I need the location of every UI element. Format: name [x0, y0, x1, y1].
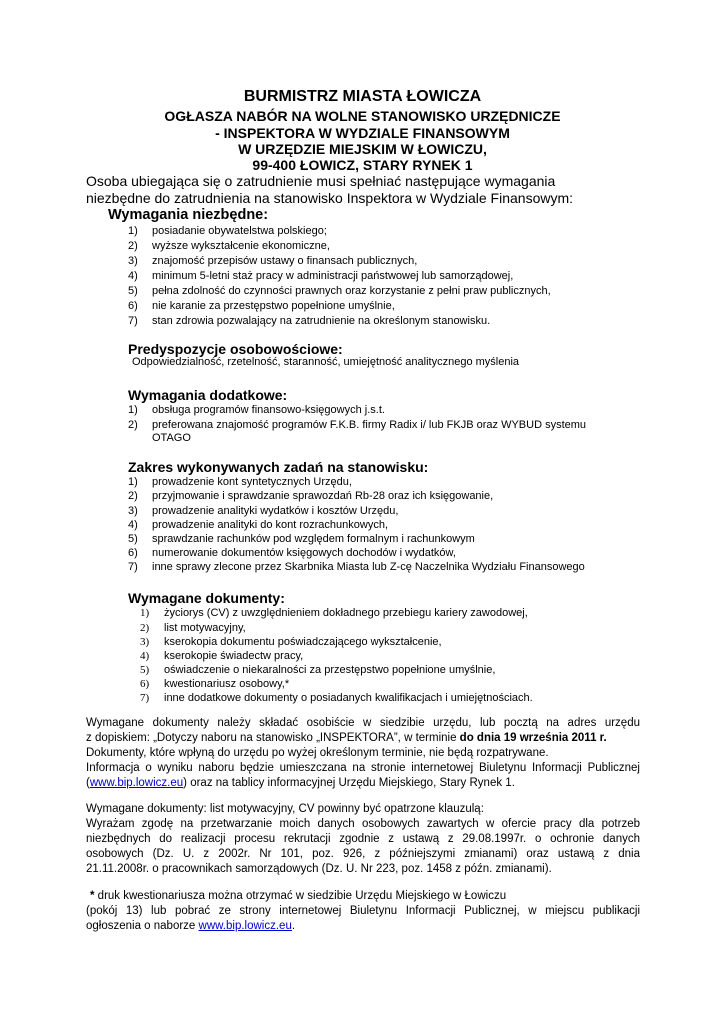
list-item: 2) wyższe wykształcenie ekonomiczne, [128, 240, 330, 252]
bip-link[interactable]: www.bip.lowicz.eu [198, 920, 292, 932]
footnote-line-1: * druk kwestionariusza można otrzymać w siedzibie Urzędu Miejskiego w Łowiczu [90, 890, 507, 902]
additional-heading: Wymagania dodatkowe: [128, 387, 288, 403]
list-item: 4) minimum 5-letni staż pracy w administracji państwowej lub samorządowej, [128, 270, 514, 282]
subtitle-line-1: OGŁASZA NABÓR NA WOLNE STANOWISKO URZĘDNICZE [164, 108, 561, 124]
deadline: do dnia 19 września 2011 r. [459, 732, 607, 744]
footnote-line-3: ogłoszenia o naborze www.bip.lowicz.eu. [86, 920, 296, 932]
list-item: 1) prowadzenie kont syntetycznych Urzędu, [128, 476, 352, 488]
submission-line-2: z dopiskiem: „Dotyczy naboru na stanowisko „INSPEKTORA”, w terminie do dnia 19 września 2011 r. [86, 732, 607, 744]
intro-line-1: Osoba ubiegająca się o zatrudnienie musi spełniać następujące wymagania [86, 173, 556, 189]
list-item: 3) prowadzenie analityki wydatków i kosztów Urzędu, [128, 505, 399, 517]
list-item: 2) preferowana znajomość programów F.K.B. firmy Radix i/ lub FKJB oraz WYBUD systemu [128, 419, 587, 431]
submission-line-5: (www.bip.lowicz.eu) oraz na tablicy informacyjnej Urzędu Miejskiego, Stary Rynek 1. [86, 777, 515, 789]
consent-line-1: Wymagane dokumenty: list motywacyjny, CV powinny być opatrzone klauzulą: [86, 803, 484, 815]
list-item: 5) pełna zdolność do czynności prawnych oraz korzystanie z pełni praw publicznych, [128, 285, 551, 297]
required-heading: Wymagania niezbędne: [108, 207, 269, 223]
subtitle-line-4: 99-400 ŁOWICZ, STARY RYNEK 1 [252, 157, 473, 173]
submission-line-4: Informacja o wyniku naboru będzie umieszczana na stronie internetowej Biuletynu Informacji Publicznej [86, 762, 640, 774]
list-item: 7) inne dodatkowe dokumenty o posiadanych kwalifikacjach i umiejętnościach. [140, 692, 533, 704]
intro-line-2: niezbędne do zatrudnienia na stanowisko Inspektora w Wydziale Finansowym: [86, 190, 574, 206]
list-item: 5) sprawdzanie rachunków pod względem formalnym i rachunkowym [128, 533, 475, 545]
footnote-line-2: (pokój 13) lub pobrać ze strony internetowej Biuletynu Informacji Publicznej, w miejscu publikacji [86, 905, 640, 917]
subtitle-line-2: - INSPEKTORA W WYDZIALE FINANSOWYM [215, 125, 510, 141]
list-item: 7) stan zdrowia pozwalający na zatrudnienie na określonym stanowisku. [128, 315, 491, 327]
list-item: 3) kserokopia dokumentu poświadczającego wykształcenie, [140, 636, 442, 648]
list-item: 3) znajomość przepisów ustawy o finansach publicznych, [128, 255, 418, 267]
list-item-continuation: OTAGO [152, 432, 191, 444]
list-item: 5) oświadczenie o niekaralności za przestępstwo popełnione umyślnie, [140, 664, 496, 676]
list-item: 6) kwestionariusz osobowy,* [140, 678, 290, 690]
footnote-star: * [90, 890, 95, 902]
page-title: BURMISTRZ MIASTA ŁOWICZA [243, 88, 482, 105]
tasks-heading: Zakres wykonywanych zadań na stanowisku: [128, 459, 429, 475]
list-item: 6) nie karanie za przestępstwo popełnione umyślnie, [128, 300, 395, 312]
list-item: 2) przyjmowanie i sprawdzanie sprawozdań Rb-28 oraz ich księgowanie, [128, 490, 494, 502]
submission-line-1: Wymagane dokumenty należy składać osobiście w siedzibie urzędu, lub pocztą na adres urzędu [86, 717, 640, 729]
list-item: 1) obsługa programów finansowo-księgowych j.s.t. [128, 404, 385, 416]
list-item: 4) prowadzenie analityki do kont rozrachunkowych, [128, 519, 389, 531]
documents-heading: Wymagane dokumenty: [128, 590, 285, 606]
subtitle-line-3: W URZĘDZIE MIEJSKIM W ŁOWICZU, [238, 141, 487, 157]
predispositions-text: Odpowiedzialność, rzetelność, staranność, umiejętność analitycznego myślenia [132, 356, 520, 368]
predispositions-heading: Predyspozycje osobowościowe: [128, 341, 343, 357]
list-item: 1) życiorys (CV) z uwzględnieniem dokładnego przebiegu kariery zawodowej, [140, 607, 528, 619]
bip-link[interactable]: www.bip.lowicz.eu [89, 777, 184, 789]
list-item: 6) numerowanie dokumentów księgowych dochodów i wydatków, [128, 547, 456, 559]
list-item: 2) list motywacyjny, [140, 622, 246, 634]
list-item: 4) kserokopie świadectw pracy, [140, 650, 304, 662]
list-item: 1) posiadanie obywatelstwa polskiego; [128, 225, 327, 237]
list-item: 7) inne sprawy zlecone przez Skarbnika Miasta lub Z-cę Naczelnika Wydziału Finansowego [128, 561, 585, 573]
consent-line-3: niezbędnych do realizacji procesu rekrutacji zgodnie z ustawą z 29.08.1997r. o ochronie danych [86, 833, 640, 845]
submission-line-3: Dokumenty, które wpłyną do urzędu po wyżej określonym terminie, nie będą rozpatrywane. [86, 747, 549, 759]
consent-line-2: Wyrażam zgodę na przetwarzanie moich danych osobowych zawartych w ofercie pracy dla potrzeb [86, 818, 640, 830]
consent-line-4: osobowych (Dz. U. z 2002r. Nr 101, poz. 926, z późniejszymi zmianami) oraz ustawą z dnia [86, 848, 640, 860]
consent-line-5: 21.11.2008r. o pracownikach samorządowych (Dz. U. Nr 223, poz. 1458 z późn. zmianami). [86, 863, 552, 875]
